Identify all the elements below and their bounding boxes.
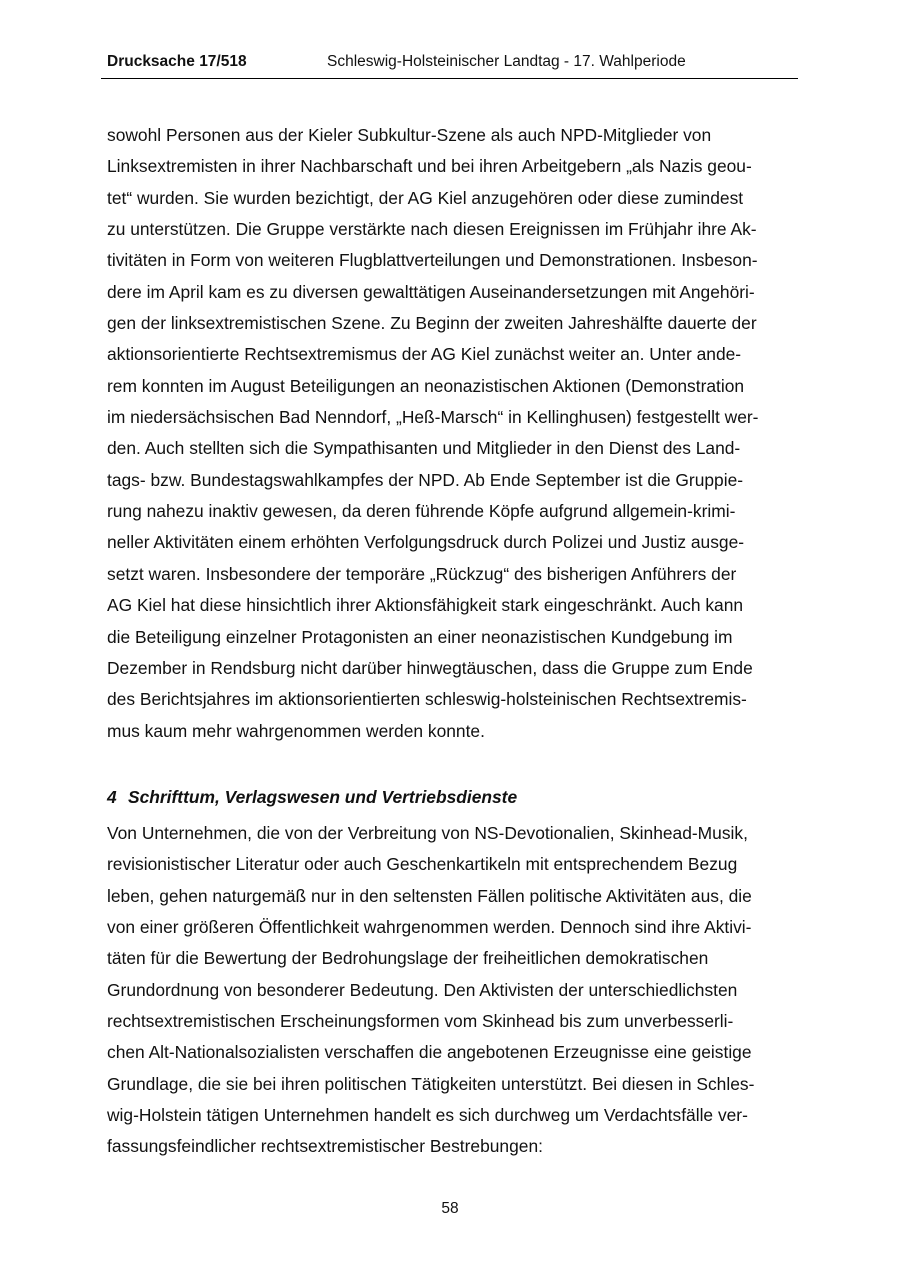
paragraph-2 bbox=[107, 818, 807, 1163]
text-line: des Berichtsjahres im aktionsorientierten schleswig-holsteinischen Rechtsextremis- bbox=[107, 689, 747, 710]
text-line: sowohl Personen aus der Kieler Subkultur-Szene als auch NPD-Mitglieder von bbox=[107, 125, 712, 145]
text-line: dere im April kam es zu diversen gewalttätigen Auseinandersetzungen mit Angehöri- bbox=[107, 281, 755, 302]
text-line: rung nahezu inaktiv gewesen, da deren führende Köpfe aufgrund allgemein-krimi- bbox=[107, 501, 736, 522]
text-line: rem konnten im August Beteiligungen an neonazistischen Aktionen (Demonstration bbox=[107, 375, 745, 396]
text-line: fassungsfeindlicher rechtsextremistischer Bestrebungen: bbox=[107, 1136, 543, 1157]
text-line: neller Aktivitäten einem erhöhten Verfolgungsdruck durch Polizei und Justiz ausge- bbox=[107, 532, 745, 553]
text-line: im niedersächsischen Bad Nenndorf, „Heß-Marsch“ in Kellinghusen) festgestellt wer- bbox=[107, 407, 759, 428]
paragraph-1 bbox=[107, 120, 807, 747]
section-number: 4 bbox=[107, 787, 117, 807]
text-line: täten für die Bewertung der Bedrohungslage der freiheitlichen demokratischen bbox=[107, 948, 709, 969]
text-line: Linksextremisten in ihrer Nachbarschaft und bei ihren Arbeitgebern „als Nazis geou- bbox=[107, 156, 752, 177]
text-line: tivitäten in Form von weiteren Flugblattverteilungen und Demonstrationen. Insbeson- bbox=[107, 250, 758, 271]
text-line: den. Auch stellten sich die Sympathisanten und Mitglieder in den Dienst des Land- bbox=[107, 438, 741, 459]
text-line: chen Alt-Nationalsozialisten verschaffen die angebotenen Erzeugnisse eine geistige bbox=[107, 1042, 752, 1063]
text-line: zu unterstützen. Die Gruppe verstärkte nach diesen Ereignissen im Frühjahr ihre Ak- bbox=[107, 219, 757, 240]
text-line: wig-Holstein tätigen Unternehmen handelt es sich durchweg um Verdachtsfälle ver- bbox=[107, 1105, 748, 1126]
text-line: setzt waren. Insbesondere der temporäre „Rückzug“ des bisherigen Anführers der bbox=[107, 563, 737, 584]
text-line: Grundordnung von besonderer Bedeutung. Den Aktivisten der unterschiedlichsten bbox=[107, 979, 738, 1000]
text-line: von einer größeren Öffentlichkeit wahrgenommen werden. Dennoch sind ihre Aktivi- bbox=[107, 917, 752, 938]
text-line: leben, gehen naturgemäß nur in den seltensten Fällen politische Aktivitäten aus, die bbox=[107, 885, 752, 906]
header-title: Schleswig-Holsteinischer Landtag - 17. Wahlperiode bbox=[327, 53, 686, 70]
text-line: rechtsextremistischen Erscheinungsformen vom Skinhead bis zum unverbesserli- bbox=[107, 1011, 734, 1032]
text-line: Grundlage, die sie bei ihren politischen Tätigkeiten unterstützt. Bei diesen in Schles- bbox=[107, 1073, 755, 1094]
text-line: aktionsorientierte Rechtsextremismus der AG Kiel zunächst weiter an. Unter ande- bbox=[107, 344, 742, 365]
section-heading bbox=[107, 784, 517, 810]
text-line: tags- bzw. Bundestagswahlkampfes der NPD. Ab Ende September ist die Gruppie- bbox=[107, 469, 744, 490]
text-line: mus kaum mehr wahrgenommen werden konnte. bbox=[107, 720, 485, 741]
text-line: die Beteiligung einzelner Protagonisten an einer neonazistischen Kundgebung im bbox=[107, 626, 733, 647]
document-number: Drucksache 17/518 bbox=[107, 53, 247, 70]
text-line: gen der linksextremistischen Szene. Zu Beginn der zweiten Jahreshälfte dauerte der bbox=[107, 313, 757, 334]
text-line: AG Kiel hat diese hinsichtlich ihrer Aktionsfähigkeit stark eingeschränkt. Auch kann bbox=[107, 595, 744, 616]
text-line: revisionistischer Literatur oder auch Geschenkartikeln mit entsprechendem Bezug bbox=[107, 854, 738, 875]
text-line: Von Unternehmen, die von der Verbreitung von NS-Devotionalien, Skinhead-Musik, bbox=[107, 823, 748, 843]
page-number: 58 bbox=[441, 1200, 459, 1217]
page-header bbox=[101, 52, 798, 79]
text-line: Dezember in Rendsburg nicht darüber hinwegtäuschen, dass die Gruppe zum Ende bbox=[107, 657, 753, 678]
text-line: tet“ wurden. Sie wurden bezichtigt, der AG Kiel anzugehören oder diese zumindest bbox=[107, 187, 744, 208]
section-title: Schrifttum, Verlagswesen und Vertriebsdienste bbox=[128, 787, 518, 807]
